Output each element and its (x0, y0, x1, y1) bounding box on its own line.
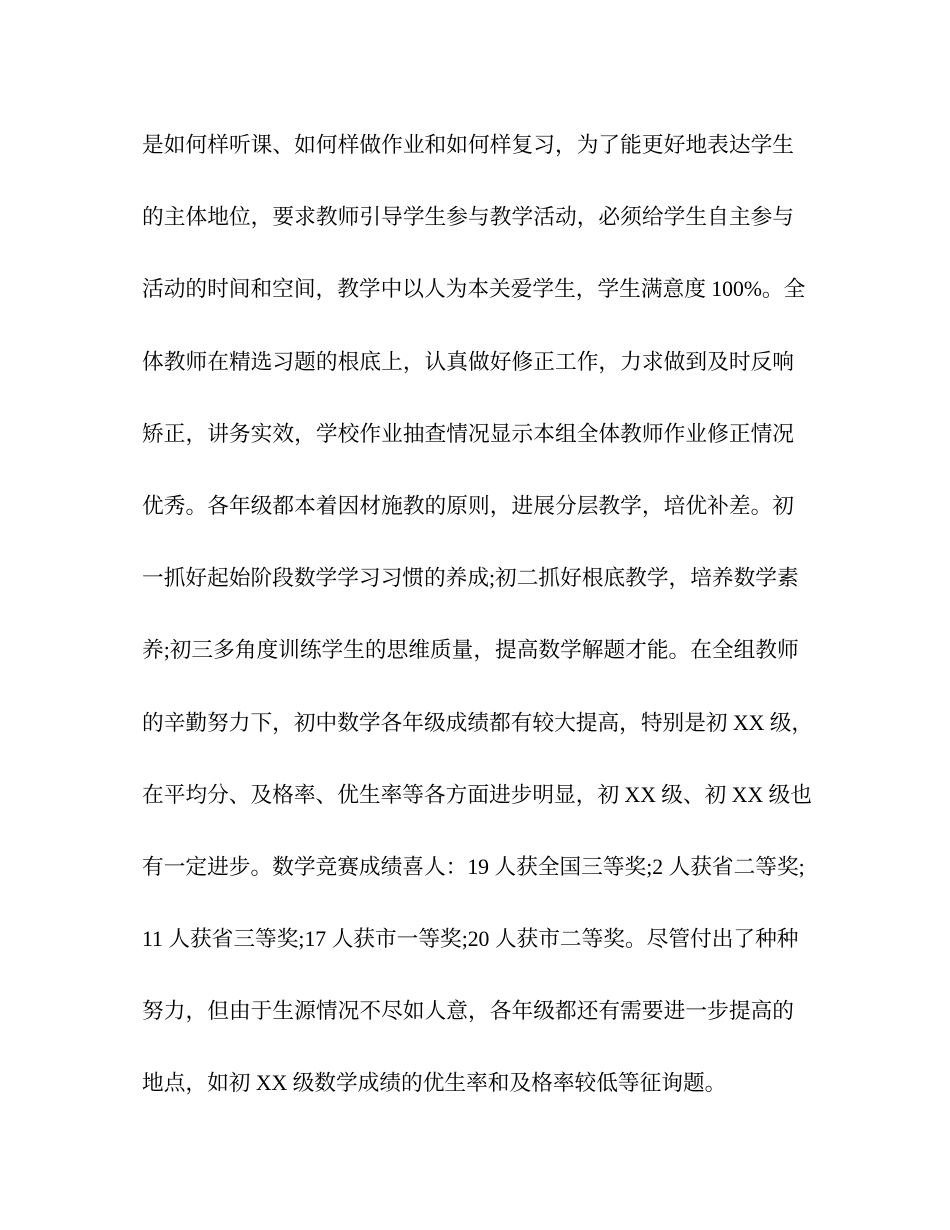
paragraph-line-13: 努力，但由于生源情况不尽如人意，各年级都还有需要进一步提高的 (142, 999, 794, 1024)
paragraph-line-5: 矫正，讲务实效，学校作业抽查情况显示本组全体教师作业修正情况 (142, 421, 794, 446)
body-paragraph (142, 109, 814, 1120)
paragraph-line-8: 养;初三多角度训练学生的思维质量，提高数学解题才能。在全组教师 (142, 638, 799, 663)
paragraph-line-3: 活动的时间和空间，教学中以人为本关爱学生，学生满意度 100%。全 (142, 277, 806, 302)
paragraph-line-10: 在平均分、及格率、优生率等各方面进步明显，初 XX 级、初 XX 级也 (142, 782, 812, 807)
paragraph-line-2: 的主体地位，要求教师引导学生参与教学活动，必须给学生自主参与 (142, 205, 794, 230)
paragraph-line-6: 优秀。各年级都本着因材施教的原则，进展分层教学，培优补差。初 (142, 493, 794, 518)
paragraph-line-9: 的辛勤努力下，初中数学各年级成绩都有较大提高，特别是初 XX 级， (142, 710, 814, 735)
paragraph-line-12: 11 人获省三等奖;17 人获市一等奖;20 人获市二等奖。尽管付出了种种 (142, 927, 799, 952)
paragraph-line-11: 有一定进步。数学竞赛成绩喜人：19 人获全国三等奖;2 人获省二等奖; (142, 854, 805, 879)
paragraph-line-1: 是如何样听课、如何样做作业和如何样复习，为了能更好地表达学生 (142, 133, 794, 157)
paragraph-line-7: 一抓好起始阶段数学学习习惯的养成;初二抓好根底教学，培养数学素 (142, 566, 799, 591)
paragraph-line-14: 地点，如初 XX 级数学成绩的优生率和及格率较低等征询题。 (142, 1071, 727, 1096)
paragraph-line-4: 体教师在精选习题的根底上，认真做好修正工作，力求做到及时反响 (142, 349, 794, 374)
